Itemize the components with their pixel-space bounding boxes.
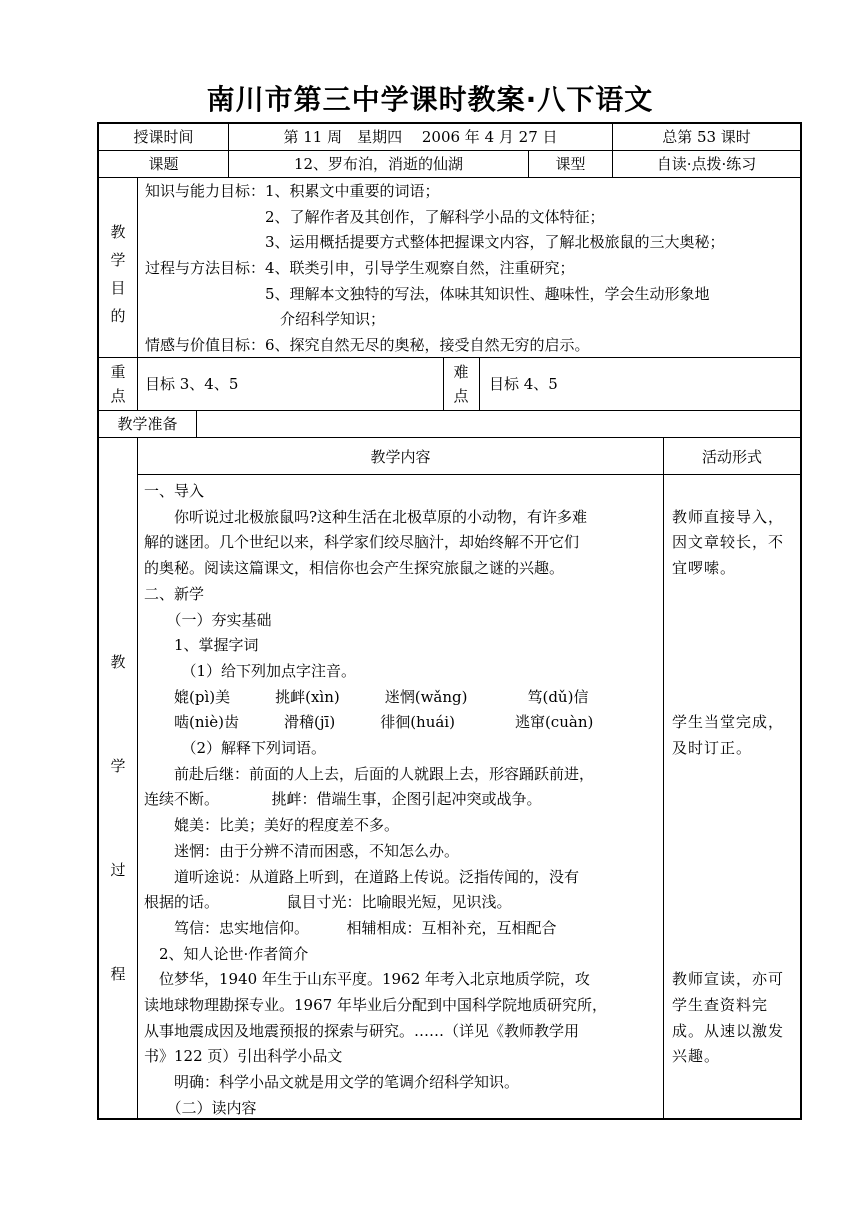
content-line: （一）夯实基础: [144, 610, 272, 629]
content-line: 书》122 页）引出科学小品文: [144, 1047, 343, 1066]
activity-line: 宜啰嗦。: [672, 559, 737, 578]
activity-line: 学生当堂完成，: [672, 713, 785, 732]
activity-line: 教师宣读，亦可: [672, 970, 785, 989]
total-lessons: 总第 53 课时: [662, 128, 751, 146]
type-label: 课型: [555, 155, 586, 173]
content-line: 2、知人论世·作者简介: [144, 944, 309, 963]
content-line: 二、新学: [144, 584, 205, 603]
content-line: 位梦华，1940 年生于山东平度。1962 年考入北京地质学院，攻: [144, 970, 590, 989]
content-line: 道听途说：从道路上听到，在道路上传说。泛指传闻的，没有: [144, 867, 580, 886]
key-label: 重 点: [110, 363, 126, 405]
content-line: 媲美：比美；美好的程度差不多。: [144, 816, 400, 835]
content-line: 一、导入: [144, 482, 205, 500]
activity-line: 兴趣。: [672, 1047, 721, 1066]
activity-line: 成。从速以激发: [672, 1021, 785, 1040]
type-value: 自读·点拨·练习: [656, 155, 757, 173]
content-line: 啮(niè)齿 滑稽(jī) 徘徊(huái) 逃窜(cuàn): [144, 713, 594, 732]
activity-line: 因文章较长，不: [672, 533, 785, 552]
content-line: （2）解释下列词语。: [144, 739, 327, 757]
content-line: 笃信：忠实地信仰。 相辅相成：互相补充，互相配合: [144, 918, 557, 937]
content-line: 解的谜团。几个世纪以来，科学家们绞尽脑汁，却始终解不开它们: [144, 533, 580, 552]
key-value: 目标 3、4、5: [145, 375, 239, 393]
topic-value: 12、罗布泊，消逝的仙湖: [293, 155, 464, 173]
time-value: 第 11 周 星期四 2006 年 4 月 27 日: [283, 128, 558, 146]
content-line: 根据的话。 鼠目寸光：比喻眼光短，见识浅。: [144, 893, 512, 912]
activity-line: 教师直接导入，: [672, 507, 785, 526]
activity-header: 活动形式: [701, 448, 762, 466]
content-line: 1、掌握字词: [144, 636, 259, 655]
topic-label: 课题: [148, 155, 179, 173]
content-line: 从事地震成因及地震预报的探索与研究。……（详见《教师教学用: [144, 1021, 580, 1040]
content-header: 教学内容: [370, 448, 431, 466]
content-line: 读地球物理勘探专业。1967 年毕业后分配到中国科学院地质研究所，: [144, 996, 607, 1014]
activity-line: 学生查资料完: [672, 996, 769, 1014]
content-line: 明确：科学小品文就是用文学的笔调介绍科学知识。: [144, 1073, 520, 1092]
activity-line: 及时订正。: [672, 739, 753, 757]
time-label: 授课时间: [133, 128, 194, 146]
content-line: （二）读内容: [144, 1098, 257, 1117]
content-line: 前赴后继：前面的人上去，后面的人就跟上去，形容踊跃前进，: [144, 764, 595, 783]
content-line: 媲(pì)美 挑衅(xìn) 迷惘(wǎng) 笃(dǔ)信: [144, 687, 589, 706]
content-line: 迷惘：由于分辨不清而困惑，不知怎么办。: [144, 841, 460, 860]
process-label: 教 学 过 程: [110, 653, 126, 983]
content-line: 的奥秘。阅读这篇课文，相信你也会产生探究旅鼠之谜的兴趣。: [144, 559, 565, 578]
page-title: 南川市第三中学课时教案·八下语文: [206, 83, 654, 116]
difficulty-label: 难 点: [453, 363, 469, 405]
prep-label: 教学准备: [117, 415, 178, 433]
content-line: （1）给下列加点字注音。: [144, 661, 357, 680]
content-line: 你听说过北极旅鼠吗?这种生活在北极草原的小动物，有许多难: [144, 507, 588, 526]
content-line: 连续不断。 挑衅：借端生事，企图引起冲突或战争。: [144, 790, 542, 809]
difficulty-value: 目标 4、5: [489, 375, 558, 393]
goals-label: 教 学 目 的: [110, 223, 126, 325]
